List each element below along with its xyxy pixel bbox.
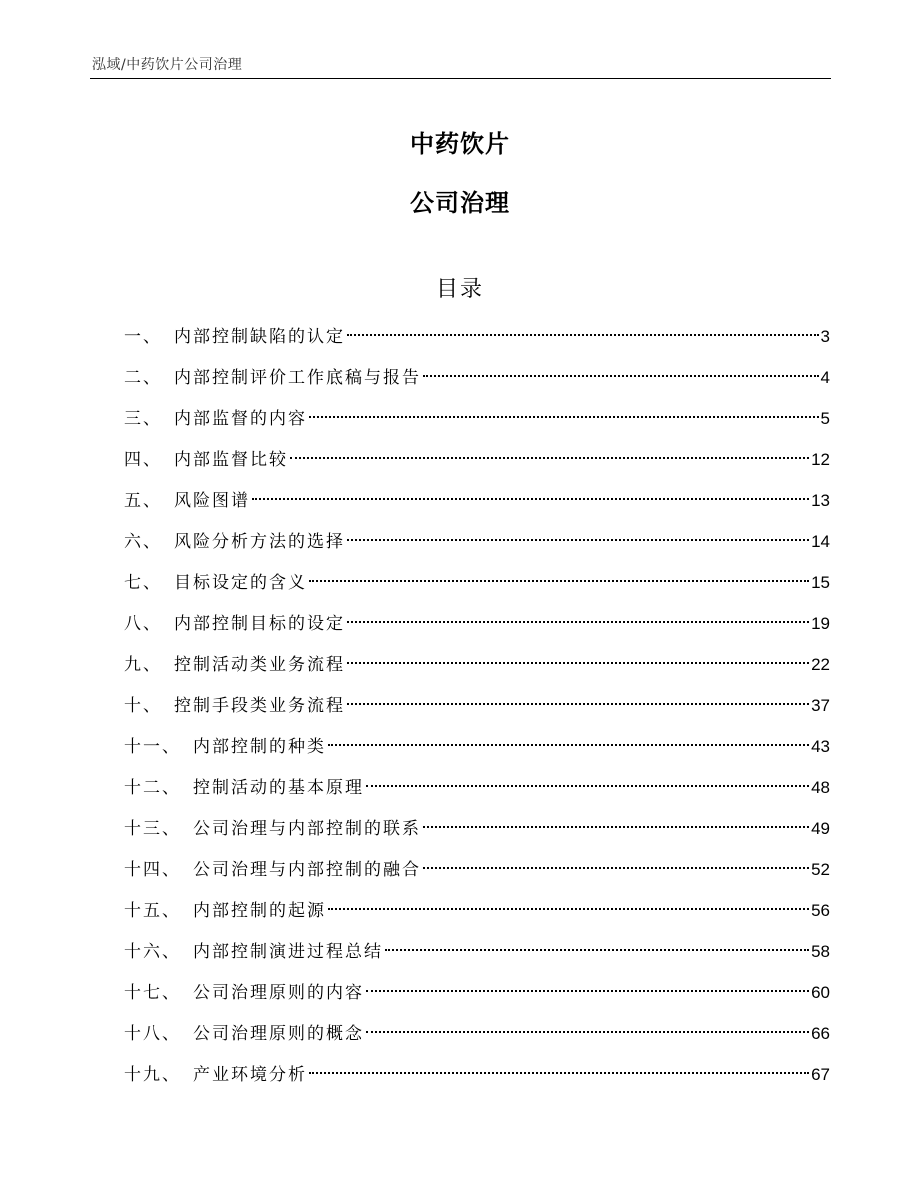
- toc-entry-number: 十三、: [124, 819, 181, 839]
- toc-entry-number: 十六、: [124, 942, 181, 962]
- toc-entry[interactable]: [124, 362, 830, 403]
- toc-entry-page-number[interactable]: 56: [811, 901, 830, 920]
- toc-entry-number: 十五、: [124, 901, 181, 921]
- toc-entry-page-number[interactable]: 43: [811, 737, 830, 756]
- toc-entry-label[interactable]: 内部控制的种类: [193, 737, 326, 757]
- toc-entry[interactable]: [124, 772, 830, 813]
- toc-entry-page-number[interactable]: 14: [811, 532, 830, 551]
- toc-entry-page-number[interactable]: 67: [811, 1065, 830, 1084]
- toc-entry-number: 十七、: [124, 983, 181, 1003]
- toc-dot-leader: [423, 375, 819, 377]
- toc-dot-leader: [347, 662, 809, 664]
- toc-entry-number: 六、: [124, 532, 162, 552]
- toc-entry-number: 十一、: [124, 737, 181, 757]
- toc-entry-page-number[interactable]: 3: [820, 327, 830, 346]
- toc-entry-page-number[interactable]: 52: [811, 860, 830, 879]
- toc-entry[interactable]: [124, 895, 830, 936]
- table-of-contents: [124, 321, 830, 1100]
- toc-entry-number: 十、: [124, 696, 162, 716]
- toc-entry[interactable]: [124, 403, 830, 444]
- toc-entry-label[interactable]: 产业环境分析: [193, 1065, 307, 1085]
- toc-entry[interactable]: [124, 608, 830, 649]
- toc-entry-label[interactable]: 内部控制的起源: [193, 901, 326, 921]
- toc-entry[interactable]: [124, 567, 830, 608]
- toc-entry-number: 四、: [124, 450, 162, 470]
- toc-heading: 目录: [435, 277, 484, 302]
- toc-entry-label[interactable]: 内部控制缺陷的认定: [174, 327, 345, 347]
- toc-entry-page-number[interactable]: 15: [811, 573, 830, 592]
- toc-entry-page-number[interactable]: 58: [811, 942, 830, 961]
- toc-entry-page-number[interactable]: 49: [811, 819, 830, 838]
- toc-entry-label[interactable]: 内部监督的内容: [174, 409, 307, 429]
- toc-dot-leader: [347, 334, 819, 336]
- toc-entry-label[interactable]: 控制活动类业务流程: [174, 655, 345, 675]
- toc-entry-label[interactable]: 风险图谱: [174, 491, 250, 511]
- toc-dot-leader: [252, 498, 809, 500]
- toc-entry-number: 一、: [124, 327, 162, 347]
- toc-entry[interactable]: [124, 526, 830, 567]
- toc-entry-page-number[interactable]: 12: [811, 450, 830, 469]
- toc-dot-leader: [290, 457, 809, 459]
- toc-dot-leader: [347, 539, 809, 541]
- toc-entry-label[interactable]: 公司治理原则的概念: [193, 1024, 364, 1044]
- toc-entry-page-number[interactable]: 19: [811, 614, 830, 633]
- toc-entry-label[interactable]: 控制活动的基本原理: [193, 778, 364, 798]
- toc-entry[interactable]: [124, 1018, 830, 1059]
- toc-entry-page-number[interactable]: 13: [811, 491, 830, 510]
- toc-entry-label[interactable]: 控制手段类业务流程: [174, 696, 345, 716]
- toc-dot-leader: [328, 744, 809, 746]
- toc-dot-leader: [309, 1072, 809, 1074]
- toc-entry-label[interactable]: 内部控制评价工作底稿与报告: [174, 368, 421, 388]
- toc-entry-number: 七、: [124, 573, 162, 593]
- toc-entry[interactable]: [124, 936, 830, 977]
- toc-entry-number: 十九、: [124, 1065, 181, 1085]
- toc-dot-leader: [347, 621, 809, 623]
- toc-entry[interactable]: [124, 444, 830, 485]
- toc-entry-label[interactable]: 风险分析方法的选择: [174, 532, 345, 552]
- toc-entry[interactable]: [124, 977, 830, 1018]
- toc-entry-label[interactable]: 公司治理原则的内容: [193, 983, 364, 1003]
- toc-dot-leader: [385, 949, 809, 951]
- toc-entry[interactable]: [124, 485, 830, 526]
- toc-entry[interactable]: [124, 731, 830, 772]
- toc-entry-label[interactable]: 公司治理与内部控制的融合: [193, 860, 421, 880]
- toc-entry-number: 五、: [124, 491, 162, 511]
- toc-entry[interactable]: [124, 321, 830, 362]
- toc-entry-number: 十二、: [124, 778, 181, 798]
- toc-dot-leader: [309, 580, 809, 582]
- header-divider: [90, 78, 831, 79]
- toc-entry-page-number[interactable]: 4: [820, 368, 830, 387]
- toc-dot-leader: [366, 785, 809, 787]
- toc-dot-leader: [366, 1031, 809, 1033]
- toc-entry-page-number[interactable]: 60: [811, 983, 830, 1002]
- toc-entry-number: 十四、: [124, 860, 181, 880]
- toc-dot-leader: [309, 416, 819, 418]
- toc-entry[interactable]: [124, 1059, 830, 1100]
- toc-entry-label[interactable]: 内部监督比较: [174, 450, 288, 470]
- toc-dot-leader: [366, 990, 809, 992]
- toc-entry-number: 十八、: [124, 1024, 181, 1044]
- running-header: 泓域/中药饮片公司治理: [92, 57, 243, 73]
- document-title: 中药饮片: [410, 130, 510, 158]
- toc-dot-leader: [347, 703, 809, 705]
- toc-entry-label[interactable]: 内部控制演进过程总结: [193, 942, 383, 962]
- toc-entry[interactable]: [124, 854, 830, 895]
- toc-entry-label[interactable]: 公司治理与内部控制的联系: [193, 819, 421, 839]
- toc-entry[interactable]: [124, 649, 830, 690]
- toc-entry-page-number[interactable]: 22: [811, 655, 830, 674]
- toc-entry-page-number[interactable]: 66: [811, 1024, 830, 1043]
- toc-entry-number: 二、: [124, 368, 162, 388]
- document-subtitle: 公司治理: [410, 189, 510, 217]
- toc-dot-leader: [423, 826, 809, 828]
- toc-entry[interactable]: [124, 690, 830, 731]
- toc-entry-label[interactable]: 目标设定的含义: [174, 573, 307, 593]
- toc-entry-label[interactable]: 内部控制目标的设定: [174, 614, 345, 634]
- toc-entry[interactable]: [124, 813, 830, 854]
- toc-dot-leader: [423, 867, 809, 869]
- toc-entry-page-number[interactable]: 48: [811, 778, 830, 797]
- toc-entry-page-number[interactable]: 5: [820, 409, 830, 428]
- toc-dot-leader: [328, 908, 809, 910]
- toc-entry-number: 三、: [124, 409, 162, 429]
- toc-entry-number: 九、: [124, 655, 162, 675]
- toc-entry-page-number[interactable]: 37: [811, 696, 830, 715]
- toc-entry-number: 八、: [124, 614, 162, 634]
